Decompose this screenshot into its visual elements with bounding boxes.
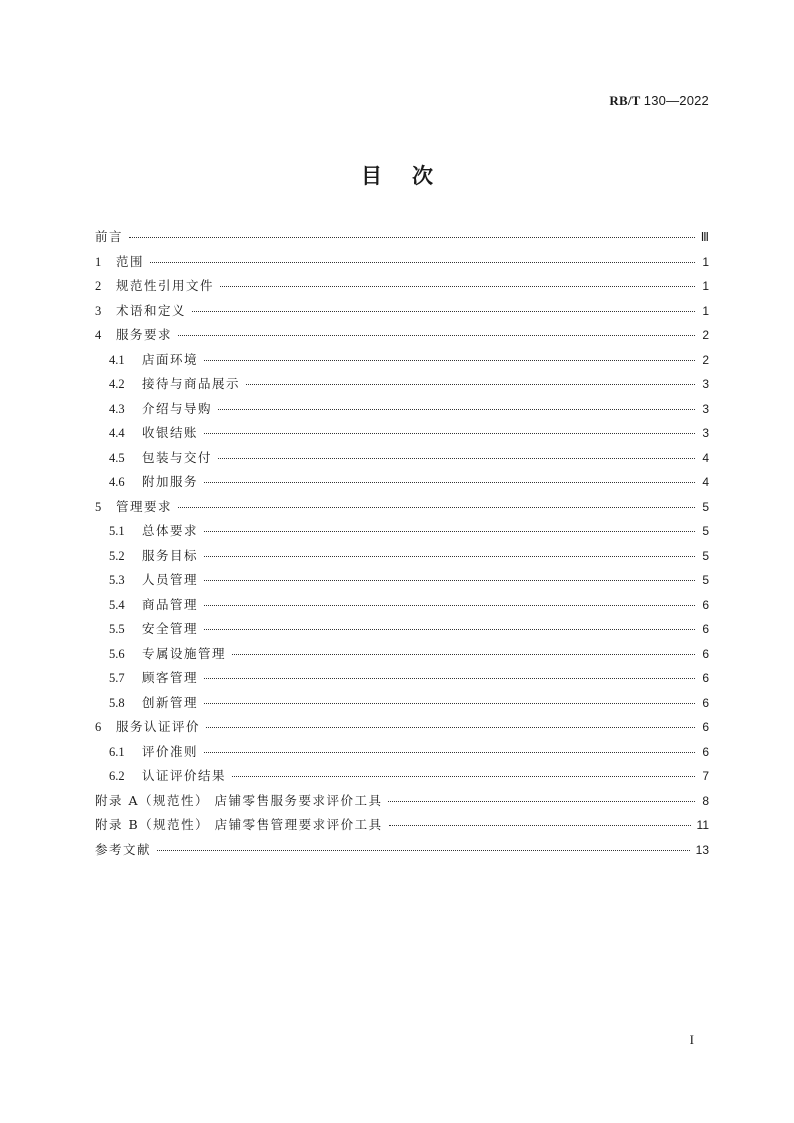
toc-entry-label: 服务认证评价: [116, 719, 201, 734]
toc-entry-number: 5.6: [109, 646, 125, 661]
toc-entry-number: 4.6: [109, 475, 125, 489]
toc-entry-page: 2: [702, 328, 709, 342]
toc-entry-number: 4.2: [109, 377, 125, 391]
toc-entry-label: 服务要求: [116, 327, 173, 342]
toc-entry[interactable]: [95, 348, 709, 373]
toc-entry-number: 4.4: [109, 426, 125, 440]
toc-entry-page: 6: [702, 646, 709, 661]
toc-entry-page: 1: [702, 279, 709, 293]
toc-entry-page: 5: [702, 499, 709, 514]
toc-entry[interactable]: [95, 838, 709, 863]
toc-dot-leader: [192, 311, 695, 312]
toc-entry[interactable]: [95, 568, 709, 593]
toc-entry-label: 专属设施管理: [142, 645, 227, 661]
toc-entry-label: 管理要求: [116, 498, 173, 514]
toc-entry-number: 3: [95, 303, 102, 318]
toc-dot-leader: [204, 678, 695, 679]
toc-dot-leader: [204, 752, 695, 753]
toc-entry-number: 2: [95, 279, 102, 293]
toc-entry-number: 4.1: [109, 352, 125, 367]
toc-entry[interactable]: [95, 299, 709, 324]
toc-entry-page: 7: [702, 769, 709, 783]
toc-entry-page: 6: [702, 597, 709, 612]
toc-entry-label: 创新管理: [142, 694, 199, 710]
toc-entry-label: 总体要求: [142, 523, 199, 538]
toc-entry-page: 4: [702, 475, 709, 489]
toc-dot-leader: [218, 458, 695, 459]
toc-entry-label: 附加服务: [142, 474, 199, 489]
toc-entry[interactable]: [95, 715, 709, 740]
document-code-number: 130—2022: [643, 93, 709, 108]
toc-dot-leader: [178, 507, 695, 508]
toc-entry[interactable]: [95, 421, 709, 446]
toc-entry-number: 4: [95, 328, 102, 342]
toc-entry-label: 包装与交付: [142, 449, 213, 465]
toc-entry[interactable]: [95, 470, 709, 495]
toc-entry-number: 4.3: [109, 401, 125, 416]
toc-entry-label: 认证评价结果: [142, 768, 227, 783]
toc-entry-number: 5.4: [109, 597, 125, 612]
toc-entry-page: 6: [702, 671, 709, 685]
toc-entry-label: 商品管理: [142, 596, 199, 612]
toc-entry-page: 5: [702, 524, 709, 538]
toc-entry-page: 6: [702, 720, 709, 734]
toc-dot-leader: [204, 433, 695, 434]
toc-dot-leader: [157, 850, 690, 851]
document-code-prefix: RB/T: [609, 93, 641, 108]
toc-entry[interactable]: [95, 666, 709, 691]
toc-entry-page: 4: [702, 450, 709, 465]
toc-entry-number: 6.1: [109, 744, 125, 759]
toc-entry-number: 5.8: [109, 695, 125, 710]
toc-entry-page: 6: [702, 744, 709, 759]
page-title: 目次: [361, 164, 463, 188]
toc-entry-page: 3: [702, 401, 709, 416]
toc-dot-leader: [204, 580, 695, 581]
toc-entry-number: 5.2: [109, 548, 125, 563]
toc-dot-leader: [204, 360, 695, 361]
toc-entry-label: 服务目标: [142, 547, 199, 563]
toc-entry-number: 5.7: [109, 671, 125, 685]
toc-entry-label: 术语和定义: [116, 302, 187, 318]
toc-entry-number: 5.1: [109, 524, 125, 538]
toc-entry-page: 5: [702, 548, 709, 563]
toc-entry[interactable]: [95, 372, 709, 397]
toc-entry-number: 6.2: [109, 769, 125, 783]
toc-dot-leader: [204, 556, 695, 557]
toc-dot-leader: [150, 262, 695, 263]
toc-dot-leader: [204, 703, 695, 704]
toc-entry-label: 顾客管理: [142, 670, 199, 685]
toc-entry-page: 5: [702, 573, 709, 587]
toc-dot-leader: [232, 776, 695, 777]
document-code: [609, 93, 709, 109]
toc-entry[interactable]: [95, 397, 709, 422]
toc-entry-label: 安全管理: [142, 621, 199, 636]
toc-entry-page: 8: [702, 793, 709, 808]
toc-entry-number: 5.3: [109, 573, 125, 587]
toc-entry-page: 13: [695, 842, 709, 857]
toc-dot-leader: [178, 335, 695, 336]
toc-entry-page: 3: [702, 426, 709, 440]
toc-entry[interactable]: [95, 617, 709, 642]
toc-entry-page: 3: [702, 377, 709, 391]
toc-entry-label: 评价准则: [142, 743, 199, 759]
toc-entry[interactable]: [95, 593, 709, 618]
toc-dot-leader: [389, 825, 691, 826]
toc-entry-page: 2: [702, 352, 709, 367]
toc-entry[interactable]: [95, 225, 709, 250]
toc-entry-page: 1: [702, 254, 709, 269]
toc-entry-label: 介绍与导购: [142, 400, 213, 416]
toc-entry-number: 6: [95, 720, 102, 734]
toc-entry-label: 收银结账: [142, 425, 199, 440]
toc-dot-leader: [204, 531, 695, 532]
toc-dot-leader: [232, 654, 695, 655]
toc-entry-number: 5: [95, 499, 102, 514]
toc-entry-number: 4.5: [109, 450, 125, 465]
toc-entry-page: 11: [696, 818, 709, 832]
toc-dot-leader: [246, 384, 695, 385]
toc-entry-label: 规范性引用文件: [116, 278, 215, 293]
toc-entry[interactable]: [95, 274, 709, 299]
toc-entry-label: 附录 B（规范性） 店铺零售管理要求评价工具: [95, 817, 383, 832]
toc-dot-leader: [129, 237, 695, 238]
toc-dot-leader: [204, 605, 695, 606]
page-number: I: [689, 1032, 694, 1047]
toc-entry-label: 前言: [95, 229, 124, 244]
toc-entry[interactable]: [95, 323, 709, 348]
toc-entry-label: 人员管理: [142, 572, 199, 587]
toc-entry[interactable]: [95, 740, 709, 765]
toc-entry-page: 1: [702, 303, 709, 318]
toc-entry[interactable]: [95, 446, 709, 471]
toc-entry-page: 6: [702, 695, 709, 710]
toc-entry-label: 店面环境: [142, 351, 199, 367]
toc-entry-page: 6: [702, 622, 709, 636]
toc-entry[interactable]: [95, 642, 709, 667]
toc-dot-leader: [206, 727, 695, 728]
table-of-contents: [95, 225, 709, 862]
toc-entry-label: 范围: [116, 253, 145, 269]
toc-entry[interactable]: [95, 250, 709, 275]
toc-entry[interactable]: [95, 691, 709, 716]
toc-entry-label: 接待与商品展示: [142, 376, 241, 391]
toc-dot-leader: [204, 482, 695, 483]
toc-entry[interactable]: [95, 519, 709, 544]
toc-dot-leader: [218, 409, 695, 410]
toc-entry-label: 参考文献: [95, 841, 152, 857]
toc-entry[interactable]: [95, 495, 709, 520]
toc-dot-leader: [220, 286, 695, 287]
toc-entry[interactable]: [95, 764, 709, 789]
toc-dot-leader: [388, 801, 695, 802]
toc-entry-label: 附录 A（规范性） 店铺零售服务要求评价工具: [95, 792, 383, 808]
toc-entry-number: 1: [95, 254, 102, 269]
toc-entry[interactable]: [95, 544, 709, 569]
toc-entry[interactable]: [95, 789, 709, 814]
toc-dot-leader: [204, 629, 695, 630]
toc-entry-page: Ⅲ: [700, 230, 709, 244]
toc-entry-number: 5.5: [109, 622, 125, 636]
toc-entry[interactable]: [95, 813, 709, 838]
